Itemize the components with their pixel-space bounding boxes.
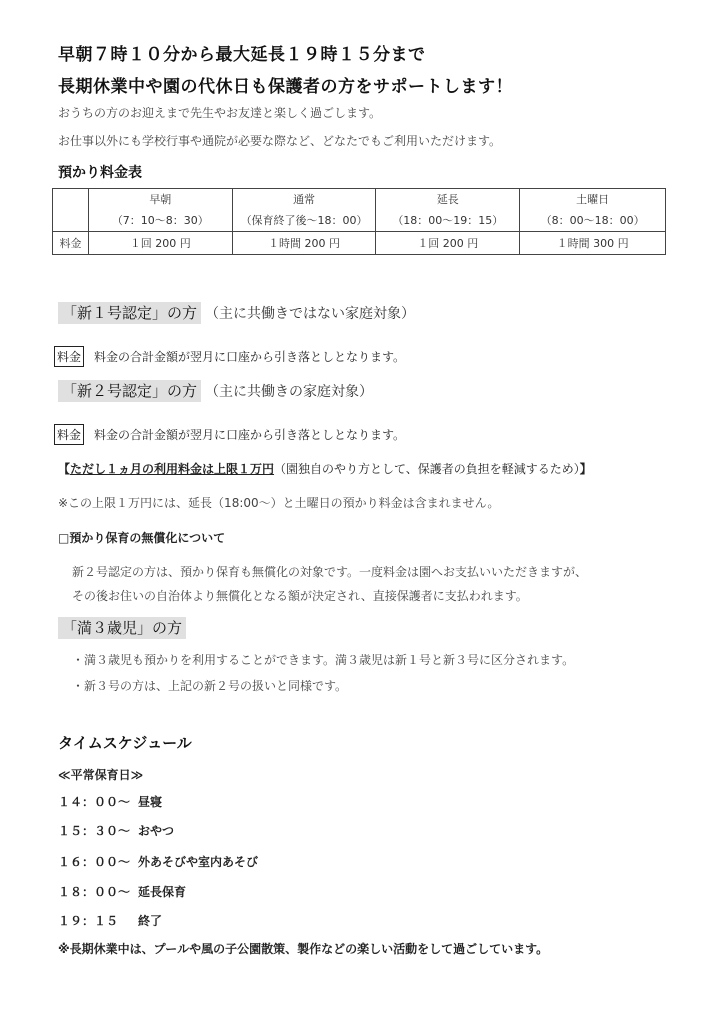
schedule-item <box>58 793 162 810</box>
cap-close: 】 <box>579 462 592 476</box>
age3-title: 「満３歳児」の方 <box>58 617 186 639</box>
schedule-title: タイムスケジュール <box>58 734 192 752</box>
free-line2: その後お住いの自治体より無償化となる額が決定され、直接保護者に支払われます。 <box>72 589 528 603</box>
cert1-title: 「新１号認定」の方 <box>58 302 201 324</box>
age3-line2: ・新３号の方は、上記の新２号の扱いと同様です。 <box>72 679 348 693</box>
col-time-saturday: （8：00〜18：00） <box>520 209 666 232</box>
cert2-fee-line <box>54 424 405 445</box>
col-label-normal: 通常 <box>232 189 376 210</box>
schedule-activity: 外あそびや室内あそび <box>138 855 259 869</box>
col-label-saturday: 土曜日 <box>520 189 666 210</box>
fee-saturday: １時間 300 円 <box>520 232 666 255</box>
cert2-heading <box>58 380 373 401</box>
schedule-item <box>58 822 174 839</box>
fee-table <box>52 188 666 255</box>
fee-table-corner <box>53 189 89 232</box>
age3-heading <box>58 617 186 638</box>
schedule-time: １６：００〜 <box>58 855 131 869</box>
row-label-fee: 料金 <box>53 232 89 255</box>
headline-line2: 長期休業中や園の代休日も保護者の方をサポートします！ <box>58 77 513 97</box>
schedule-activity: 昼寝 <box>138 795 163 809</box>
free-title: □預かり保育の無償化について <box>58 531 226 545</box>
schedule-subtitle: ≪平常保育日≫ <box>58 768 144 782</box>
headline-line1: 早朝７時１０分から最大延長１９時１５分まで <box>58 45 426 65</box>
schedule-activity: 延長保育 <box>138 885 187 899</box>
cap-note: （園独自のやり方として、保護者の負担を軽減するため） <box>274 462 580 476</box>
col-label-extended: 延長 <box>376 189 520 210</box>
cert1-fee-text: 料金の合計金額が翌月に口座から引き落としとなります。 <box>94 350 406 364</box>
cert1-heading <box>58 302 415 323</box>
free-line1: 新２号認定の方は、預かり保育も無償化の対象です。一度料金は園へお支払いいただきますが、 <box>72 565 588 579</box>
fee-early: １回 200 円 <box>88 232 232 255</box>
schedule-footnote: ※長期休業中は、プールや風の子公園散策、製作などの楽しい活動をして過ごしています。 <box>58 942 549 956</box>
schedule-item <box>58 883 186 900</box>
cap-exclusion: ※この上限１万円には、延長（18:00〜）と土曜日の預かり料金は含まれません。 <box>58 496 500 510</box>
col-label-early: 早朝 <box>88 189 232 210</box>
schedule-activity: 終了 <box>138 914 163 928</box>
schedule-time: １９：１５ <box>58 914 119 928</box>
cert2-title: 「新２号認定」の方 <box>58 380 201 402</box>
cert2-fee-text: 料金の合計金額が翌月に口座から引き落としとなります。 <box>94 428 406 442</box>
intro-line2: お仕事以外にも学校行事や通院が必要な際など、どなたでもご利用いただけます。 <box>58 134 502 148</box>
cert1-fee-badge: 料金 <box>54 346 84 367</box>
schedule-activity: おやつ <box>138 824 175 838</box>
cert2-fee-badge: 料金 <box>54 424 84 445</box>
col-time-early: （7：10〜8：30） <box>88 209 232 232</box>
schedule-time: １４：００〜 <box>58 795 131 809</box>
schedule-time: １５：３０〜 <box>58 824 131 838</box>
schedule-item <box>58 912 162 929</box>
cert1-note: （主に共働きではない家庭対象） <box>205 306 416 322</box>
intro-line1: おうちの方のお迎えまで先生やお友達と楽しく過ごします。 <box>58 106 382 120</box>
fee-normal: １時間 200 円 <box>232 232 376 255</box>
fee-extended: １回 200 円 <box>376 232 520 255</box>
col-time-extended: （18：00〜19：15） <box>376 209 520 232</box>
schedule-time: １８：００〜 <box>58 885 131 899</box>
schedule-item <box>58 853 258 870</box>
age3-line1: ・満３歳児も預かりを利用することができます。満３歳児は新１号と新３号に区分されます。 <box>72 653 575 667</box>
cert1-fee-line <box>54 346 405 367</box>
cert2-note: （主に共働きの家庭対象） <box>205 384 374 400</box>
cap-open: 【 <box>58 462 71 476</box>
col-time-normal: （保育終了後〜18：00） <box>232 209 376 232</box>
cap-bold: ただし１ヵ月の利用料金は上限１万円 <box>70 462 275 476</box>
monthly-cap <box>58 460 592 477</box>
fee-table-title: 預かり料金表 <box>58 165 142 181</box>
